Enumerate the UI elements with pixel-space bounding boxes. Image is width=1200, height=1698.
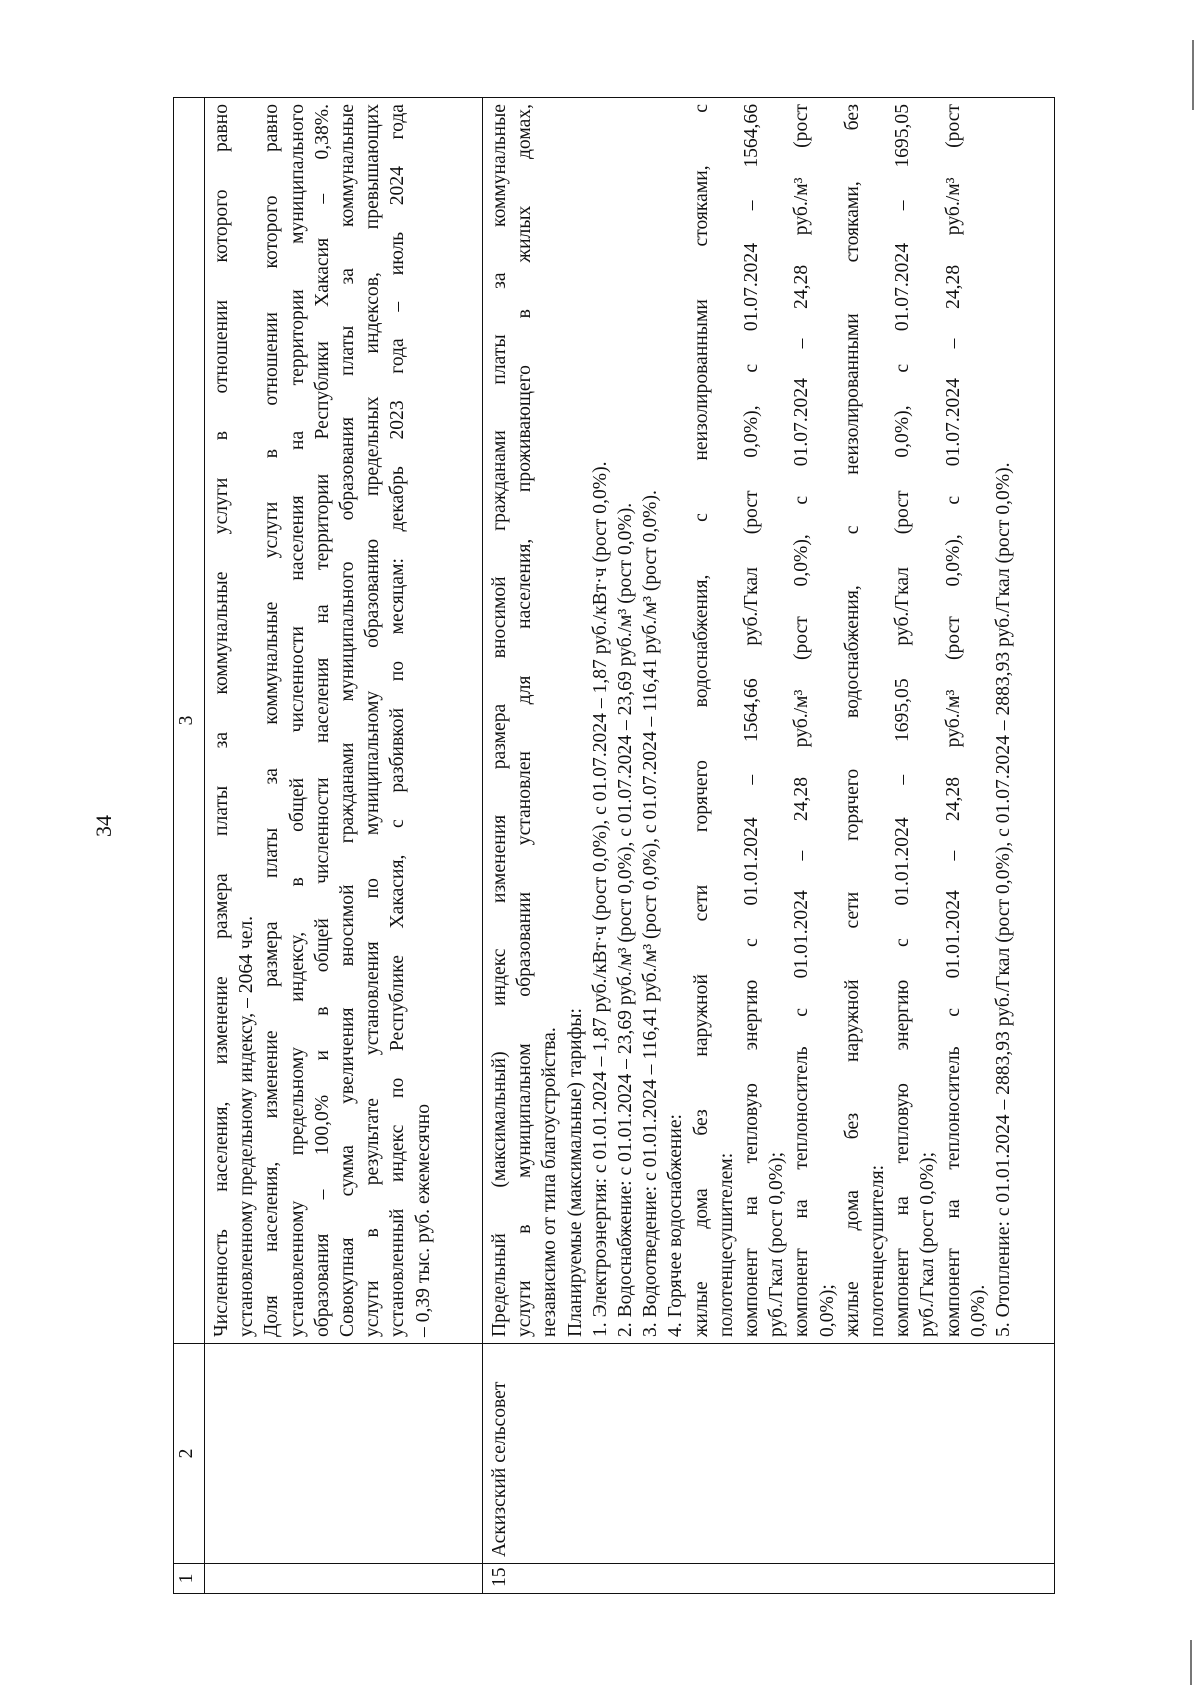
municipality-cell: Аскизский сельсовет (483, 1344, 1055, 1564)
header-col-2: 2 (174, 1344, 205, 1564)
text-line: – 0,39 тыс. руб. ежемесячно (412, 1103, 434, 1337)
text-line: Доля населения, изменение размера платы за коммунальные услуги в отношении которого равно (261, 104, 283, 1337)
header-col-3: 3 (174, 98, 205, 1344)
text-line: 1. Электроэнергия: с 01.01.2024 – 1,87 руб./кВт·ч (рост 0,0%), с 01.07.2024 – 1,87 руб./кВт·ч (рост 0,0%). (589, 461, 611, 1337)
table-row (483, 98, 1055, 1594)
text-line: жилые дома без наружной сети горячего водоснабжения, с неизолированными стояками, с (690, 104, 712, 1337)
text-line: компонент на теплоноситель с 01.01.2024 – 24,28 руб./м³ (рост 0,0%), с 01.07.2024 – 24,28 руб./м³ (рост (791, 104, 813, 1337)
description-cell (483, 98, 1055, 1344)
page-number: 34 (91, 815, 116, 837)
text-line: 0,0%); (816, 1284, 838, 1337)
text-line: 2. Водоснабжение: с 01.01.2024 – 23,69 руб./м³ (рост 0,0%), с 01.07.2024 – 23,69 руб./м³ (рост 0,0%). (615, 502, 637, 1337)
text-line: установленный индекс по Республике Хакасия, с разбивкой по месяцам: декабрь 2023 года – июль 2024 года (387, 104, 409, 1337)
text-line: полотенцесушителя: (867, 1164, 889, 1337)
text-line: полотенцесушителем: (715, 1152, 737, 1337)
text-line: жилые дома без наружной сети горячего водоснабжения, с неизолированными стояками, без (841, 104, 863, 1337)
text-line: руб./Гкал (рост 0,0%); (766, 1151, 788, 1337)
table-row (205, 98, 483, 1594)
text-line: установленному предельному индексу, в общей численности населения на территории муниципального (286, 104, 308, 1337)
header-col-1: 1 (174, 1564, 205, 1594)
text-line: компонент на тепловую энергию с 01.01.2024 – 1564,66 руб./Гкал (рост 0,0%), с 01.07.2024 – 1564,66 (741, 104, 763, 1337)
text-line: 0,0%). (967, 1284, 989, 1337)
table-header-row (174, 98, 205, 1594)
description-cell (205, 98, 483, 1344)
text-line: компонент на тепловую энергию с 01.01.2024 – 1695,05 руб./Гкал (рост 0,0%), с 01.07.2024 – 1695,05 (892, 104, 914, 1337)
row-number-cell (205, 1564, 483, 1594)
text-line: Планируемые (максимальные) тарифы: (564, 1008, 586, 1337)
text-line: Совокупная сумма увеличения вносимой гражданами муниципального образования платы за коммунальные (337, 104, 359, 1337)
rotated-table-container (173, 97, 1055, 1594)
text-line: услуги в муниципальном образовании установлен для населения, проживающего в жилых домах, (514, 104, 536, 1337)
text-line: Предельный (максимальный) индекс изменения размера вносимой гражданами платы за коммунальные (489, 104, 510, 1337)
text-line: 4. Горячее водоснабжение: (665, 1113, 687, 1337)
row-number-cell: 15 (483, 1564, 1055, 1594)
text-line: 5. Отопление: с 01.01.2024 – 2883,93 руб./Гкал (рост 0,0%), с 01.07.2024 – 2883,93 руб./Гкал (рост 0,0%). (993, 462, 1015, 1337)
text-line: независимо от типа благоустройства. (539, 1027, 561, 1337)
text-line: услуги в результате установления по муниципальному образованию предельных индексов, превышающих (362, 104, 384, 1337)
text-line: компонент на теплоноситель с 01.01.2024 – 24,28 руб./м³ (рост 0,0%), с 01.07.2024 – 24,28 руб./м³ (рост (942, 104, 964, 1337)
text-line: 3. Водоотведение: с 01.01.2024 – 116,41 руб./м³ (рост 0,0%), с 01.07.2024 – 116,41 руб./м³ (рост 0,0%). (640, 490, 662, 1337)
tariff-table (173, 97, 1055, 1594)
text-line: образования – 100,0% и в общей численности населения на территории Республики Хакасия – 0,38%. (311, 104, 333, 1337)
municipality-cell (205, 1344, 483, 1564)
scan-edge-mark (1190, 1640, 1192, 1685)
text-line: установленному предельному индексу, – 2064 чел. (236, 915, 258, 1337)
text-line: Численность населения, изменение размера платы за коммунальные услуги в отношении которого равно (211, 104, 232, 1337)
text-line: руб./Гкал (рост 0,0%); (917, 1151, 939, 1337)
scan-edge-mark (1192, 40, 1194, 110)
